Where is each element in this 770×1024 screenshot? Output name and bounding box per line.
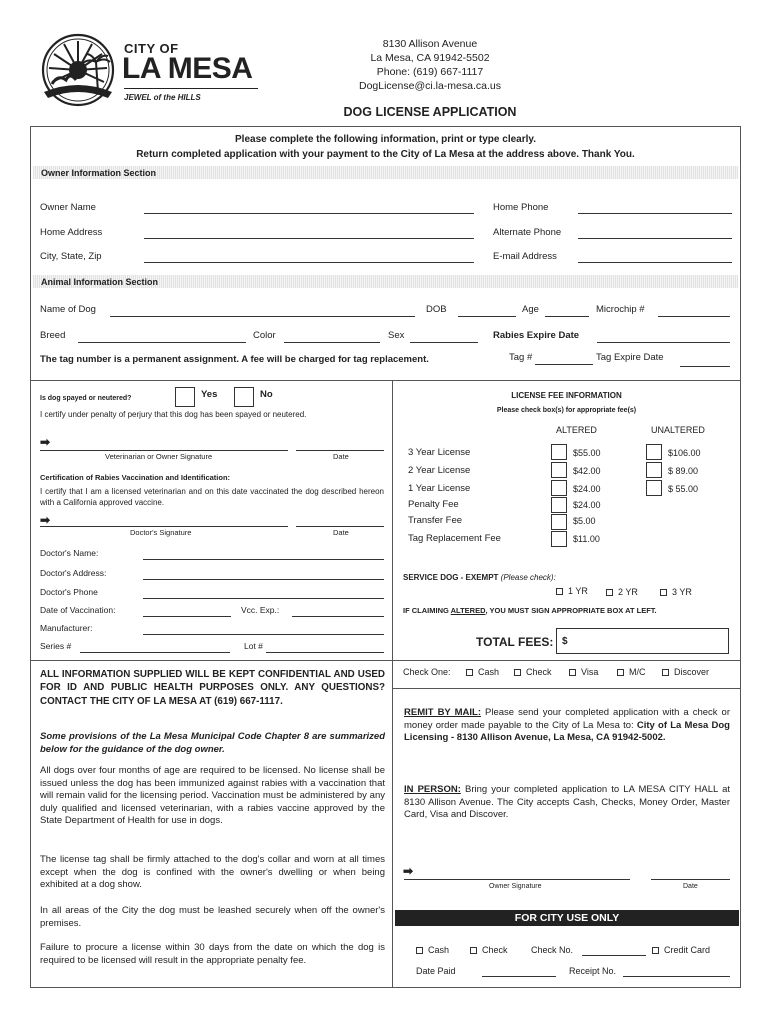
city-check[interactable]: Check <box>470 945 508 955</box>
logo-tagline: JEWEL of the HILLS <box>124 93 201 102</box>
date-paid-label: Date Paid <box>416 966 456 976</box>
page-title: DOG LICENSE APPLICATION <box>343 105 517 119</box>
intro-line1: Please complete the following information, print or type clearly. <box>235 134 536 145</box>
checkbox-icon <box>660 589 667 596</box>
logo-city-of: CITY OF <box>124 41 179 56</box>
age-label: Age <box>522 304 539 315</box>
microchip-field[interactable] <box>658 316 730 317</box>
provision-paragraph-2: The license tag shall be firmly attached to the dog's collar and worn at all times except when the dog is confined with the owner's dwelling or when being exhibited at a dog show. <box>40 854 385 891</box>
rabies-cert-title: Certification of Rabies Vaccination and Identification: <box>40 473 231 482</box>
dog-name-field[interactable] <box>110 316 415 317</box>
series-field[interactable] <box>80 652 230 653</box>
vaccination-date-label: Date of Vaccination: <box>40 605 116 615</box>
altered-fee-value: $24.00 <box>573 484 601 494</box>
in-person: IN PERSON: Bring your completed application to LA MESA CITY HALL at 8130 Allison Avenue. The City accepts Cash, Checks, Money Order, Master Card, Visa and Discover. <box>404 784 730 821</box>
rabies-cert-text: I certify that I am a licensed veterinarian and on this date vaccinated the dog described hereon with a California approved vaccine. <box>40 487 384 507</box>
sex-label: Sex <box>388 330 405 341</box>
unaltered-fee-value: $106.00 <box>668 448 701 458</box>
rabies-expire-label: Rabies Expire Date <box>493 330 580 341</box>
tag-note: The tag number is a permanent assignment. A fee will be charged for tag replacement. <box>40 354 429 365</box>
receipt-no-field[interactable] <box>623 976 730 977</box>
doctor-name-field[interactable] <box>143 559 384 560</box>
vaccination-date-field[interactable] <box>143 616 231 617</box>
provision-paragraph-3: In all areas of the City the dog must be leashed securely when off the owner's premises. <box>40 905 385 929</box>
alt-phone-field[interactable] <box>578 238 732 239</box>
city-logo <box>30 32 262 108</box>
pay-check[interactable]: Check <box>514 667 552 677</box>
altered-header: ALTERED <box>556 425 597 435</box>
fee-label: Transfer Fee <box>408 515 463 526</box>
altered-fee-value: $11.00 <box>573 534 600 544</box>
unaltered-fee-checkbox[interactable] <box>646 462 662 478</box>
vet-date-field[interactable] <box>296 450 384 451</box>
altered-claim-note: IF CLAIMING ALTERED, YOU MUST SIGN APPROPRIATE BOX AT LEFT. <box>403 606 657 615</box>
color-label: Color <box>253 330 276 341</box>
check-one-label: Check One: <box>403 667 451 677</box>
owner-name-field[interactable] <box>144 213 474 214</box>
city-use-title: FOR CITY USE ONLY <box>514 912 620 924</box>
vet-signature-label: Veterinarian or Owner Signature <box>105 452 213 461</box>
doctor-address-label: Doctor's Address: <box>40 568 107 578</box>
provisions-intro: Some provisions of the La Mesa Municipal Code Chapter 8 are summarized below for the guidance of the dog owner. <box>40 731 385 755</box>
doctor-signature-label: Doctor's Signature <box>130 528 192 537</box>
header-phone: Phone: (619) 667-1117 <box>376 66 484 78</box>
checkbox-icon <box>556 588 563 595</box>
owner-date-field[interactable] <box>651 879 730 880</box>
breed-field[interactable] <box>78 342 246 343</box>
owner-section-header: Owner Information Section <box>33 166 738 179</box>
dob-label: DOB <box>426 304 447 315</box>
header-email: DogLicense@ci.la-mesa.ca.us <box>359 80 501 92</box>
sign-arrow-icon: ➡ <box>40 435 51 449</box>
microchip-label: Microchip # <box>596 304 645 315</box>
altered-fee-value: $24.00 <box>573 500 601 510</box>
city-cash[interactable]: Cash <box>416 945 449 955</box>
sun-tree-emblem-icon <box>30 32 126 108</box>
breed-label: Breed <box>40 330 66 341</box>
pay-discover[interactable]: Discover <box>662 667 709 677</box>
altered-fee-checkbox[interactable] <box>551 480 567 496</box>
doctor-phone-field[interactable] <box>143 598 384 599</box>
pay-mc[interactable]: M/C <box>617 667 646 677</box>
home-phone-label: Home Phone <box>493 202 549 213</box>
unaltered-fee-checkbox[interactable] <box>646 444 662 460</box>
checkbox-icon <box>470 947 477 954</box>
color-field[interactable] <box>284 342 380 343</box>
owner-name-label: Owner Name <box>40 202 96 213</box>
receipt-no-label: Receipt No. <box>569 966 617 976</box>
doctor-address-field[interactable] <box>143 579 384 580</box>
fee-label: 2 Year License <box>408 465 471 476</box>
series-label: Series # <box>40 641 72 651</box>
check-no-field[interactable] <box>582 955 646 956</box>
owner-date-label: Date <box>683 883 698 890</box>
altered-fee-checkbox[interactable] <box>551 514 567 530</box>
date-paid-field[interactable] <box>482 976 556 977</box>
spayed-no-checkbox[interactable] <box>234 387 254 407</box>
doctor-date-field[interactable] <box>296 526 384 527</box>
altered-fee-value: $55.00 <box>573 448 601 458</box>
vet-signature-field[interactable] <box>40 450 288 451</box>
altered-fee-checkbox[interactable] <box>551 462 567 478</box>
header-address1: 8130 Allison Avenue <box>382 38 478 50</box>
checkbox-icon <box>606 589 613 596</box>
doctor-name-label: Doctor's Name: <box>40 548 99 558</box>
pay-visa[interactable]: Visa <box>569 667 598 677</box>
unaltered-fee-value: $ 89.00 <box>668 466 699 476</box>
tag-number-field[interactable] <box>535 364 593 365</box>
sex-field[interactable] <box>410 342 478 343</box>
checkbox-icon <box>514 669 521 676</box>
spayed-yes-label: Yes <box>201 389 218 400</box>
home-address-label: Home Address <box>40 227 103 238</box>
spayed-no-label: No <box>260 389 273 400</box>
fee-info-subtitle: Please check box(s) for appropriate fee(s) <box>496 407 637 414</box>
checkbox-icon <box>662 669 669 676</box>
fee-label: 3 Year License <box>408 447 471 458</box>
fee-info-title: LICENSE FEE INFORMATION <box>511 391 622 400</box>
checkbox-icon <box>569 669 576 676</box>
city-state-zip-label: City, State, Zip <box>40 251 102 262</box>
city-state-zip-field[interactable] <box>144 262 474 263</box>
provision-paragraph-1: All dogs over four months of age are required to be licensed. No license shall be issued unless the dog has been immunized against rabies with a vaccination that will remain valid for the licensing period. Vaccination must be administered by any duly qualified and licensed veterinarian, with a rabies vaccine approved by the State Department of Health for use in dogs. <box>40 765 385 827</box>
doctor-date-label: Date <box>333 528 349 537</box>
lot-label: Lot # <box>244 641 263 651</box>
unaltered-fee-checkbox[interactable] <box>646 480 662 496</box>
email-field[interactable] <box>578 262 732 263</box>
email-label: E-mail Address <box>493 251 557 262</box>
sign-arrow-icon: ➡ <box>40 513 51 527</box>
unaltered-fee-value: $ 55.00 <box>668 484 699 494</box>
altered-fee-checkbox[interactable] <box>551 497 567 513</box>
tag-expire-field[interactable] <box>680 366 730 367</box>
rabies-expire-field[interactable] <box>597 342 730 343</box>
spayed-yes-checkbox[interactable] <box>175 387 195 407</box>
spayed-certify-text: I certify under penalty of perjury that this dog has been spayed or neutered. <box>40 410 307 419</box>
altered-fee-checkbox[interactable] <box>551 444 567 460</box>
service-dog-2yr[interactable]: 2 YR <box>606 587 638 597</box>
header-address2: La Mesa, CA 91942-5502 <box>370 52 490 64</box>
age-field[interactable] <box>545 316 589 317</box>
fee-label: 1 Year License <box>408 483 471 494</box>
manufacturer-field[interactable] <box>143 634 384 635</box>
remit-by-mail: REMIT BY MAIL: Please send your completed application with a check or money order made payable to the City of La Mesa to: City of La Mesa Dog Licensing - 8130 Allison Avenue, La Mesa, CA 91942-5002. <box>404 707 730 744</box>
lot-field[interactable] <box>266 652 384 653</box>
intro-line2: Return completed application with your payment to the City of La Mesa at the address above. Thank You. <box>136 149 635 160</box>
unaltered-header: UNALTERED <box>651 425 705 435</box>
dog-name-label: Name of Dog <box>40 304 96 315</box>
total-fees-field[interactable] <box>556 628 729 654</box>
doctor-signature-field[interactable] <box>40 526 288 527</box>
animal-section-header: Animal Information Section <box>33 275 738 288</box>
pay-cash[interactable]: Cash <box>466 667 499 677</box>
home-phone-field[interactable] <box>578 213 732 214</box>
total-fees-value: $ <box>562 636 568 647</box>
vcc-exp-label: Vcc. Exp.: <box>241 605 280 615</box>
manufacturer-label: Manufacturer: <box>40 623 93 633</box>
confidential-notice: ALL INFORMATION SUPPLIED WILL BE KEPT CONFIDENTIAL AND USED FOR ID AND PUBLIC HEALTH PURPOSES ONLY. ANY QUESTIONS? CONTACT THE CITY OF LA MESA AT (619) 667-1117. <box>40 669 385 707</box>
checkbox-icon <box>416 947 423 954</box>
vet-date-label: Date <box>333 452 349 461</box>
city-credit-card[interactable]: Credit Card <box>652 945 710 955</box>
owner-signature-field[interactable] <box>404 879 630 880</box>
altered-fee-value: $42.00 <box>573 466 601 476</box>
vcc-exp-field[interactable] <box>292 616 384 617</box>
check-no-label: Check No. <box>531 945 574 955</box>
altered-fee-value: $5.00 <box>573 516 596 526</box>
logo-la-mesa: LA MESA <box>122 52 253 85</box>
dob-field[interactable] <box>458 316 516 317</box>
altered-fee-checkbox[interactable] <box>551 531 567 547</box>
service-dog-1yr[interactable]: 1 YR <box>556 586 588 596</box>
service-dog-3yr[interactable]: 3 YR <box>660 587 692 597</box>
owner-signature-label: Owner Signature <box>489 883 542 890</box>
total-fees-label: TOTAL FEES: <box>476 635 554 649</box>
checkbox-icon <box>652 947 659 954</box>
spayed-question: Is dog spayed or neutered? <box>40 395 132 402</box>
doctor-phone-label: Doctor's Phone <box>40 587 98 597</box>
fee-label: Penalty Fee <box>408 499 459 510</box>
provision-paragraph-4: Failure to procure a license within 30 days from the date on which the dog is required to be licensed will result in the appropriate penalty fee. <box>40 942 385 966</box>
alt-phone-label: Alternate Phone <box>493 227 562 238</box>
checkbox-icon <box>466 669 473 676</box>
home-address-field[interactable] <box>144 238 474 239</box>
service-dog-label: SERVICE DOG - EXEMPT (Please check): <box>403 573 556 582</box>
tag-number-label: Tag # <box>509 352 533 363</box>
checkbox-icon <box>617 669 624 676</box>
sign-arrow-icon: ➡ <box>403 864 414 878</box>
tag-expire-label: Tag Expire Date <box>596 352 664 363</box>
fee-label: Tag Replacement Fee <box>408 533 501 544</box>
